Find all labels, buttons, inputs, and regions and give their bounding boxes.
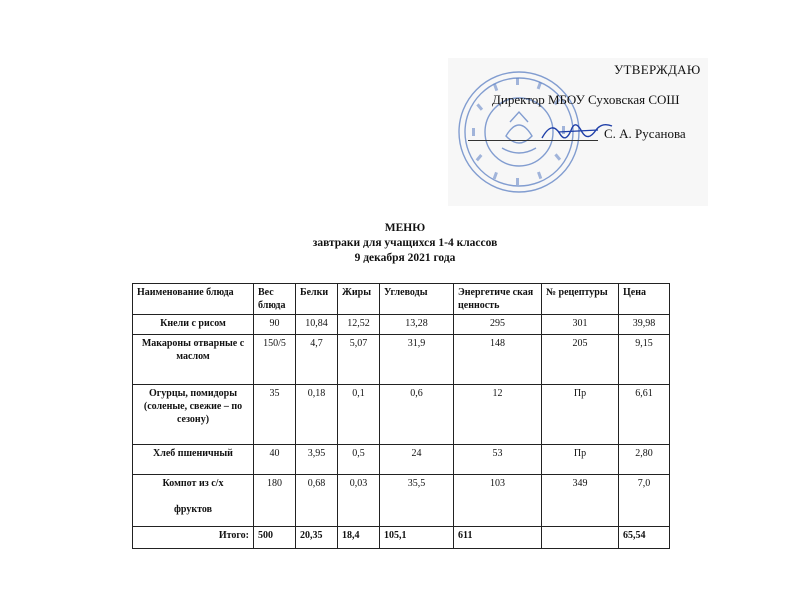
dish-protein: 4,7 xyxy=(296,335,338,385)
dish-recipe: 301 xyxy=(542,315,619,335)
dish-energy: 53 xyxy=(454,445,542,475)
dish-carbs: 0,6 xyxy=(380,385,454,445)
total-fat: 18,4 xyxy=(338,527,380,549)
table-row xyxy=(133,445,670,475)
dish-name-line: Компот из с/х xyxy=(162,478,224,489)
table-row xyxy=(133,335,670,385)
header-dish-name: Наименование блюда xyxy=(133,284,254,315)
dish-recipe: 349 xyxy=(542,475,619,527)
dish-protein: 0,68 xyxy=(296,475,338,527)
total-label: Итого: xyxy=(133,527,254,549)
dish-carbs: 24 xyxy=(380,445,454,475)
dish-recipe: Пр xyxy=(542,385,619,445)
dish-fat: 5,07 xyxy=(338,335,380,385)
header-carbs: Углеводы xyxy=(380,284,454,315)
header-recipe: № рецептуры xyxy=(542,284,619,315)
dish-fat: 0,1 xyxy=(338,385,380,445)
approval-title: УТВЕРЖДАЮ xyxy=(614,62,701,77)
dish-weight: 150/5 xyxy=(254,335,296,385)
dish-carbs: 13,28 xyxy=(380,315,454,335)
dish-weight: 35 xyxy=(254,385,296,445)
header-weight: Вес блюда xyxy=(254,284,296,315)
dish-name xyxy=(133,475,254,527)
dish-carbs: 31,9 xyxy=(380,335,454,385)
dish-weight: 180 xyxy=(254,475,296,527)
dish-price: 9,15 xyxy=(619,335,670,385)
dish-energy: 148 xyxy=(454,335,542,385)
approver-position: Директор МБОУ Суховская СОШ xyxy=(492,92,680,107)
menu-heading xyxy=(240,221,570,266)
dish-name: Хлеб пшеничный xyxy=(133,445,254,475)
dish-name-line: фруктов xyxy=(173,504,213,515)
dish-price: 2,80 xyxy=(619,445,670,475)
dish-name: Огурцы, помидоры (соленые, свежие – по сезону) xyxy=(133,385,254,445)
dish-protein: 10,84 xyxy=(296,315,338,335)
dish-fat: 0,03 xyxy=(338,475,380,527)
dish-energy: 295 xyxy=(454,315,542,335)
dish-fat: 12,52 xyxy=(338,315,380,335)
signature-row xyxy=(468,122,704,146)
dish-protein: 3,95 xyxy=(296,445,338,475)
table-row xyxy=(133,475,670,527)
dish-protein: 0,18 xyxy=(296,385,338,445)
header-energy: Энергетиче ская ценность xyxy=(454,284,542,315)
total-row xyxy=(133,527,670,549)
dish-energy: 103 xyxy=(454,475,542,527)
header-price: Цена xyxy=(619,284,670,315)
dish-price: 39,98 xyxy=(619,315,670,335)
menu-date: 9 декабря 2021 года xyxy=(354,252,456,264)
menu-subtitle: завтраки для учащихся 1-4 классов xyxy=(312,237,498,249)
dish-recipe: 205 xyxy=(542,335,619,385)
total-energy: 611 xyxy=(454,527,542,549)
menu-title: МЕНЮ xyxy=(384,222,426,234)
dish-price: 6,61 xyxy=(619,385,670,445)
total-recipe xyxy=(542,527,619,549)
total-protein: 20,35 xyxy=(296,527,338,549)
total-weight: 500 xyxy=(254,527,296,549)
table-row xyxy=(133,385,670,445)
menu-table xyxy=(132,283,670,549)
dish-energy: 12 xyxy=(454,385,542,445)
header-fat: Жиры xyxy=(338,284,380,315)
dish-carbs: 35,5 xyxy=(380,475,454,527)
dish-name: Кнели с рисом xyxy=(133,315,254,335)
dish-name: Макароны отварные с маслом xyxy=(133,335,254,385)
approver-name: С. А. Русанова xyxy=(604,126,686,141)
dish-fat: 0,5 xyxy=(338,445,380,475)
approval-block xyxy=(448,58,708,206)
table-header-row xyxy=(133,284,670,315)
total-price: 65,54 xyxy=(619,527,670,549)
total-carbs: 105,1 xyxy=(380,527,454,549)
header-protein: Белки xyxy=(296,284,338,315)
table-row xyxy=(133,315,670,335)
dish-recipe: Пр xyxy=(542,445,619,475)
dish-price: 7,0 xyxy=(619,475,670,527)
dish-weight: 90 xyxy=(254,315,296,335)
dish-weight: 40 xyxy=(254,445,296,475)
